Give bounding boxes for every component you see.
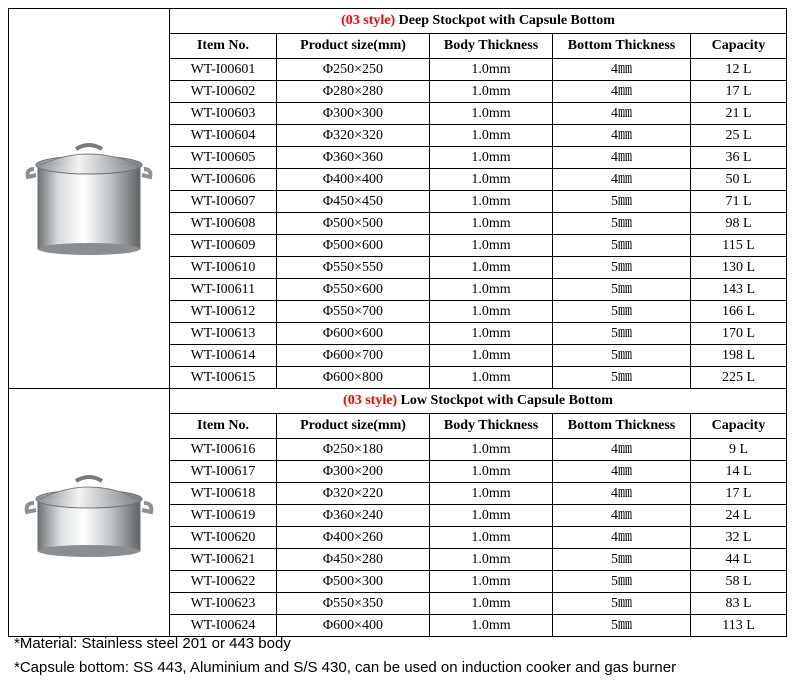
stockpot-spec-table xyxy=(8,8,787,637)
cell-product-size: Φ500×300 xyxy=(277,571,430,593)
cell-body-thickness: 1.0mm xyxy=(430,505,553,527)
cell-capacity: 225 L xyxy=(691,367,787,389)
cell-bottom-thickness: 4㎜ xyxy=(553,527,691,549)
section-title-row xyxy=(9,9,787,34)
cell-item-no: WT-I00615 xyxy=(170,367,277,389)
cell-item-no: WT-I00611 xyxy=(170,279,277,301)
cell-capacity: 170 L xyxy=(691,323,787,345)
cell-bottom-thickness: 4㎜ xyxy=(553,147,691,169)
cell-body-thickness: 1.0mm xyxy=(430,191,553,213)
cell-capacity: 9 L xyxy=(691,439,787,461)
note-capsule-bottom: *Capsule bottom: SS 443, Aluminium and S/S 430, can be used on induction cooker and gas burner xyxy=(14,659,677,676)
cell-item-no: WT-I00621 xyxy=(170,549,277,571)
cell-capacity: 83 L xyxy=(691,593,787,615)
cell-item-no: WT-I00612 xyxy=(170,301,277,323)
column-header-product-size: Product size(mm) xyxy=(277,34,430,59)
cell-product-size: Φ550×600 xyxy=(277,279,430,301)
deep-stockpot-icon xyxy=(24,139,154,259)
section-title-text: Low Stockpot with Capsule Bottom xyxy=(400,393,613,408)
cell-body-thickness: 1.0mm xyxy=(430,235,553,257)
column-header-item-no: Item No. xyxy=(170,34,277,59)
cell-item-no: WT-I00601 xyxy=(170,59,277,81)
cell-bottom-thickness: 5㎜ xyxy=(553,279,691,301)
cell-bottom-thickness: 5㎜ xyxy=(553,301,691,323)
cell-capacity: 25 L xyxy=(691,125,787,147)
cell-bottom-thickness: 5㎜ xyxy=(553,213,691,235)
cell-capacity: 12 L xyxy=(691,59,787,81)
cell-product-size: Φ300×300 xyxy=(277,103,430,125)
cell-capacity: 44 L xyxy=(691,549,787,571)
cell-capacity: 17 L xyxy=(691,81,787,103)
cell-item-no: WT-I00607 xyxy=(170,191,277,213)
cell-item-no: WT-I00618 xyxy=(170,483,277,505)
cell-body-thickness: 1.0mm xyxy=(430,615,553,637)
cell-capacity: 115 L xyxy=(691,235,787,257)
cell-capacity: 198 L xyxy=(691,345,787,367)
cell-capacity: 17 L xyxy=(691,483,787,505)
cell-product-size: Φ600×400 xyxy=(277,615,430,637)
cell-product-size: Φ320×320 xyxy=(277,125,430,147)
cell-item-no: WT-I00619 xyxy=(170,505,277,527)
column-header-bottom-thickness: Bottom Thickness xyxy=(553,414,691,439)
cell-body-thickness: 1.0mm xyxy=(430,169,553,191)
cell-bottom-thickness: 5㎜ xyxy=(553,345,691,367)
cell-bottom-thickness: 5㎜ xyxy=(553,191,691,213)
section-title xyxy=(170,9,787,34)
cell-product-size: Φ400×260 xyxy=(277,527,430,549)
cell-item-no: WT-I00604 xyxy=(170,125,277,147)
cell-product-size: Φ360×240 xyxy=(277,505,430,527)
cell-bottom-thickness: 5㎜ xyxy=(553,367,691,389)
cell-body-thickness: 1.0mm xyxy=(430,345,553,367)
style-tag: (03 style) xyxy=(343,393,398,408)
cell-product-size: Φ300×200 xyxy=(277,461,430,483)
cell-body-thickness: 1.0mm xyxy=(430,461,553,483)
cell-capacity: 21 L xyxy=(691,103,787,125)
note-material: *Material: Stainless steel 201 or 443 body xyxy=(14,635,291,652)
cell-product-size: Φ250×180 xyxy=(277,439,430,461)
cell-capacity: 166 L xyxy=(691,301,787,323)
cell-body-thickness: 1.0mm xyxy=(430,103,553,125)
cell-body-thickness: 1.0mm xyxy=(430,439,553,461)
cell-product-size: Φ550×550 xyxy=(277,257,430,279)
column-header-body-thickness: Body Thickness xyxy=(430,34,553,59)
cell-bottom-thickness: 4㎜ xyxy=(553,461,691,483)
cell-item-no: WT-I00616 xyxy=(170,439,277,461)
cell-bottom-thickness: 4㎜ xyxy=(553,169,691,191)
cell-bottom-thickness: 4㎜ xyxy=(553,81,691,103)
cell-body-thickness: 1.0mm xyxy=(430,59,553,81)
cell-item-no: WT-I00602 xyxy=(170,81,277,103)
cell-capacity: 130 L xyxy=(691,257,787,279)
cell-capacity: 113 L xyxy=(691,615,787,637)
cell-body-thickness: 1.0mm xyxy=(430,81,553,103)
low-stockpot-icon xyxy=(24,463,154,563)
cell-bottom-thickness: 5㎜ xyxy=(553,593,691,615)
cell-product-size: Φ450×280 xyxy=(277,549,430,571)
cell-item-no: WT-I00624 xyxy=(170,615,277,637)
cell-item-no: WT-I00606 xyxy=(170,169,277,191)
column-header-item-no: Item No. xyxy=(170,414,277,439)
cell-body-thickness: 1.0mm xyxy=(430,527,553,549)
cell-bottom-thickness: 4㎜ xyxy=(553,59,691,81)
cell-item-no: WT-I00620 xyxy=(170,527,277,549)
cell-body-thickness: 1.0mm xyxy=(430,213,553,235)
footnotes xyxy=(14,632,789,680)
cell-product-size: Φ550×700 xyxy=(277,301,430,323)
cell-body-thickness: 1.0mm xyxy=(430,125,553,147)
cell-body-thickness: 1.0mm xyxy=(430,593,553,615)
spec-table-body xyxy=(9,9,787,637)
cell-capacity: 50 L xyxy=(691,169,787,191)
cell-bottom-thickness: 5㎜ xyxy=(553,571,691,593)
cell-bottom-thickness: 5㎜ xyxy=(553,615,691,637)
cell-product-size: Φ450×450 xyxy=(277,191,430,213)
cell-bottom-thickness: 4㎜ xyxy=(553,439,691,461)
cell-product-size: Φ600×800 xyxy=(277,367,430,389)
style-tag: (03 style) xyxy=(341,13,396,28)
cell-body-thickness: 1.0mm xyxy=(430,147,553,169)
cell-item-no: WT-I00617 xyxy=(170,461,277,483)
cell-product-size: Φ360×360 xyxy=(277,147,430,169)
cell-item-no: WT-I00622 xyxy=(170,571,277,593)
cell-capacity: 36 L xyxy=(691,147,787,169)
cell-capacity: 98 L xyxy=(691,213,787,235)
cell-bottom-thickness: 5㎜ xyxy=(553,257,691,279)
cell-item-no: WT-I00623 xyxy=(170,593,277,615)
column-header-body-thickness: Body Thickness xyxy=(430,414,553,439)
cell-item-no: WT-I00613 xyxy=(170,323,277,345)
cell-capacity: 32 L xyxy=(691,527,787,549)
cell-body-thickness: 1.0mm xyxy=(430,571,553,593)
cell-body-thickness: 1.0mm xyxy=(430,323,553,345)
cell-product-size: Φ400×400 xyxy=(277,169,430,191)
cell-body-thickness: 1.0mm xyxy=(430,483,553,505)
cell-capacity: 14 L xyxy=(691,461,787,483)
cell-item-no: WT-I00603 xyxy=(170,103,277,125)
column-header-product-size: Product size(mm) xyxy=(277,414,430,439)
column-header-capacity: Capacity xyxy=(691,34,787,59)
cell-product-size: Φ250×250 xyxy=(277,59,430,81)
cell-item-no: WT-I00614 xyxy=(170,345,277,367)
column-header-capacity: Capacity xyxy=(691,414,787,439)
column-header-bottom-thickness: Bottom Thickness xyxy=(553,34,691,59)
cell-bottom-thickness: 5㎜ xyxy=(553,549,691,571)
cell-capacity: 24 L xyxy=(691,505,787,527)
cell-body-thickness: 1.0mm xyxy=(430,301,553,323)
cell-body-thickness: 1.0mm xyxy=(430,549,553,571)
section-title xyxy=(170,389,787,414)
cell-item-no: WT-I00605 xyxy=(170,147,277,169)
cell-product-size: Φ600×600 xyxy=(277,323,430,345)
cell-product-size: Φ500×500 xyxy=(277,213,430,235)
cell-bottom-thickness: 4㎜ xyxy=(553,125,691,147)
cell-bottom-thickness: 4㎜ xyxy=(553,103,691,125)
section-title-row xyxy=(9,389,787,414)
cell-bottom-thickness: 4㎜ xyxy=(553,483,691,505)
cell-product-size: Φ550×350 xyxy=(277,593,430,615)
cell-item-no: WT-I00609 xyxy=(170,235,277,257)
cell-product-size: Φ600×700 xyxy=(277,345,430,367)
cell-bottom-thickness: 5㎜ xyxy=(553,323,691,345)
cell-body-thickness: 1.0mm xyxy=(430,279,553,301)
cell-product-size: Φ280×280 xyxy=(277,81,430,103)
section-title-text: Deep Stockpot with Capsule Bottom xyxy=(398,13,615,28)
product-image-cell xyxy=(9,389,170,637)
cell-capacity: 71 L xyxy=(691,191,787,213)
cell-bottom-thickness: 4㎜ xyxy=(553,505,691,527)
cell-capacity: 143 L xyxy=(691,279,787,301)
cell-body-thickness: 1.0mm xyxy=(430,257,553,279)
cell-product-size: Φ320×220 xyxy=(277,483,430,505)
cell-item-no: WT-I00608 xyxy=(170,213,277,235)
cell-item-no: WT-I00610 xyxy=(170,257,277,279)
cell-capacity: 58 L xyxy=(691,571,787,593)
product-image-cell xyxy=(9,9,170,389)
cell-product-size: Φ500×600 xyxy=(277,235,430,257)
cell-body-thickness: 1.0mm xyxy=(430,367,553,389)
cell-bottom-thickness: 5㎜ xyxy=(553,235,691,257)
